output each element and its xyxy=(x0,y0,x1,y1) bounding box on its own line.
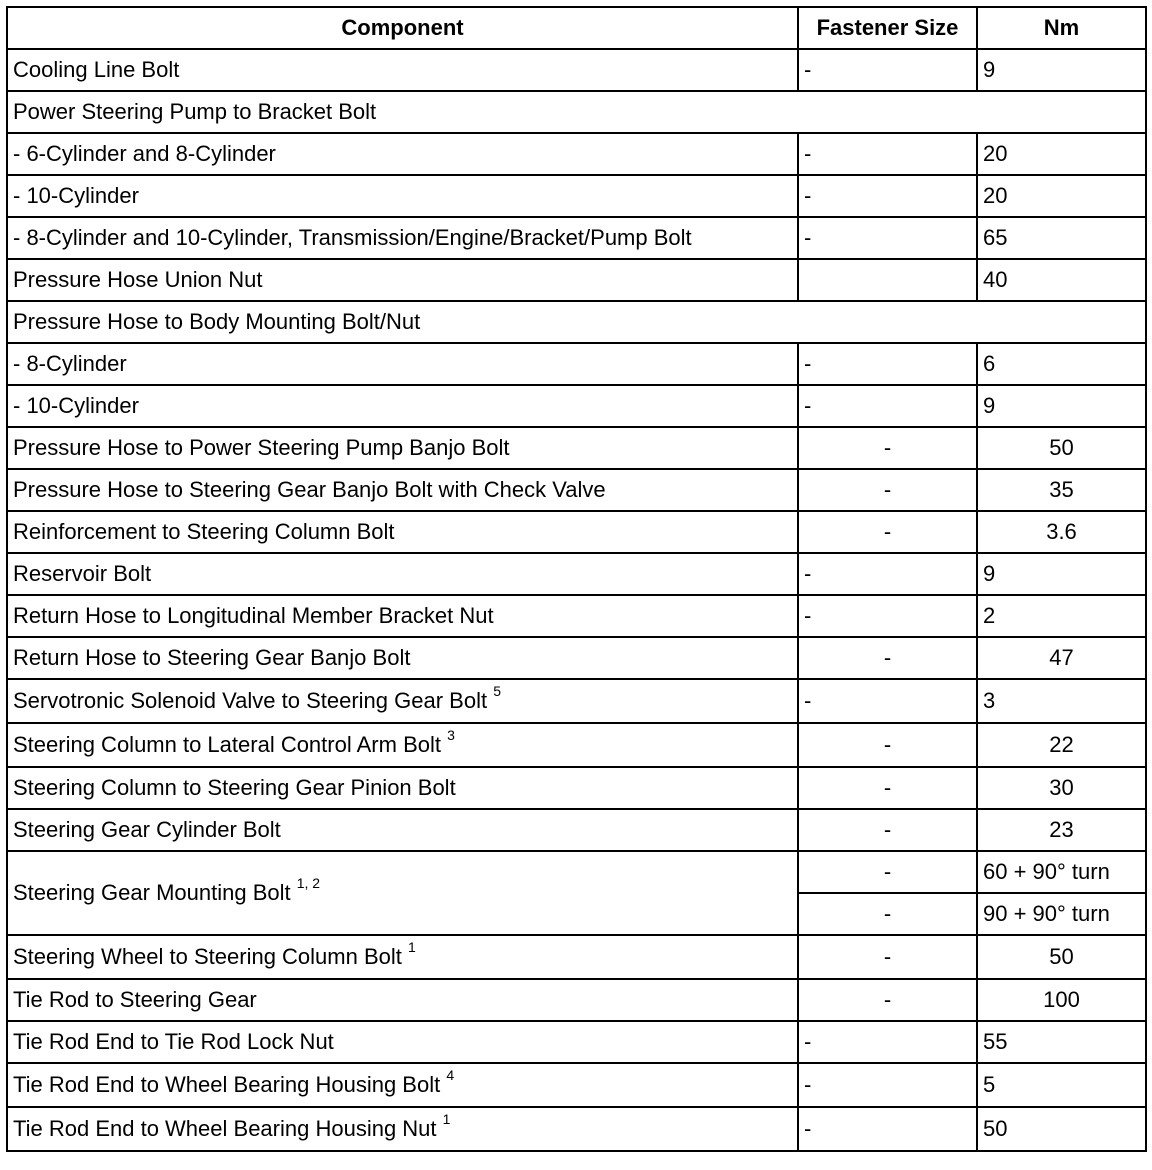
table-row xyxy=(7,175,1146,217)
component-cell: Pressure Hose Union Nut xyxy=(7,259,798,301)
component-cell: - 6-Cylinder and 8-Cylinder xyxy=(7,133,798,175)
nm-cell: 55 xyxy=(977,1021,1146,1063)
footnote-ref: 4 xyxy=(446,1067,455,1083)
footnote-ref: 1 xyxy=(408,939,416,955)
fastener-size-cell: - xyxy=(798,637,977,679)
fastener-size-cell: - xyxy=(798,679,977,723)
component-cell xyxy=(7,935,798,979)
fastener-size-cell: - xyxy=(798,809,977,851)
table-row xyxy=(7,427,1146,469)
component-cell: Steering Column to Steering Gear Pinion Bolt xyxy=(7,767,798,809)
table-row xyxy=(7,511,1146,553)
fastener-size-cell xyxy=(798,259,977,301)
section-heading: Power Steering Pump to Bracket Bolt xyxy=(7,91,1146,133)
component-cell: - 10-Cylinder xyxy=(7,385,798,427)
fastener-size-cell: - xyxy=(798,49,977,91)
table-row xyxy=(7,217,1146,259)
component-label: Tie Rod End to Wheel Bearing Housing Nut xyxy=(13,1116,437,1141)
component-label: Tie Rod End to Wheel Bearing Housing Bolt xyxy=(13,1072,441,1097)
fastener-size-cell: - xyxy=(798,511,977,553)
table-row xyxy=(7,133,1146,175)
header-nm: Nm xyxy=(977,7,1146,49)
fastener-size-cell: - xyxy=(798,133,977,175)
header-row xyxy=(7,7,1146,49)
nm-cell: 60 + 90° turn xyxy=(977,851,1146,893)
component-cell xyxy=(7,851,798,935)
nm-cell: 20 xyxy=(977,175,1146,217)
nm-cell: 9 xyxy=(977,385,1146,427)
fastener-size-cell: - xyxy=(798,553,977,595)
section-row xyxy=(7,91,1146,133)
nm-cell: 3.6 xyxy=(977,511,1146,553)
footnote-ref: 1, 2 xyxy=(296,875,321,891)
nm-cell: 90 + 90° turn xyxy=(977,893,1146,935)
nm-cell: 50 xyxy=(977,935,1146,979)
nm-cell: 47 xyxy=(977,637,1146,679)
fastener-size-cell: - xyxy=(798,1021,977,1063)
nm-cell: 100 xyxy=(977,979,1146,1021)
component-cell: Cooling Line Bolt xyxy=(7,49,798,91)
table-row xyxy=(7,1063,1146,1107)
fastener-size-cell: - xyxy=(798,723,977,767)
fastener-size-cell: - xyxy=(798,217,977,259)
nm-cell: 50 xyxy=(977,427,1146,469)
component-cell: - 8-Cylinder and 10-Cylinder, Transmission/Engine/Bracket/Pump Bolt xyxy=(7,217,798,259)
table-row xyxy=(7,469,1146,511)
header-component: Component xyxy=(7,7,798,49)
component-cell: - 10-Cylinder xyxy=(7,175,798,217)
component-cell: Reservoir Bolt xyxy=(7,553,798,595)
fastener-size-cell: - xyxy=(798,767,977,809)
component-cell: - 8-Cylinder xyxy=(7,343,798,385)
table-row xyxy=(7,809,1146,851)
table-row xyxy=(7,259,1146,301)
fastener-size-cell: - xyxy=(798,469,977,511)
table-row xyxy=(7,1021,1146,1063)
nm-cell: 3 xyxy=(977,679,1146,723)
nm-cell: 23 xyxy=(977,809,1146,851)
nm-cell: 50 xyxy=(977,1107,1146,1151)
component-cell: Return Hose to Steering Gear Banjo Bolt xyxy=(7,637,798,679)
nm-cell: 9 xyxy=(977,49,1146,91)
component-label: Steering Gear Mounting Bolt xyxy=(13,880,291,905)
table-row xyxy=(7,637,1146,679)
footnote-ref: 5 xyxy=(493,683,501,699)
nm-cell: 2 xyxy=(977,595,1146,637)
component-label: Servotronic Solenoid Valve to Steering Gear Bolt xyxy=(13,688,488,713)
component-cell: Tie Rod End to Tie Rod Lock Nut xyxy=(7,1021,798,1063)
fastener-size-cell: - xyxy=(798,1063,977,1107)
table-row xyxy=(7,553,1146,595)
footnote-ref: 1 xyxy=(442,1111,451,1127)
fastener-size-cell: - xyxy=(798,595,977,637)
nm-cell: 5 xyxy=(977,1063,1146,1107)
section-row xyxy=(7,301,1146,343)
component-cell: Pressure Hose to Power Steering Pump Banjo Bolt xyxy=(7,427,798,469)
table-row xyxy=(7,49,1146,91)
fastener-size-cell: - xyxy=(798,893,977,935)
component-label: Steering Column to Lateral Control Arm Bolt xyxy=(13,732,441,757)
fastener-size-cell: - xyxy=(798,1107,977,1151)
nm-cell: 6 xyxy=(977,343,1146,385)
nm-cell: 9 xyxy=(977,553,1146,595)
nm-cell: 65 xyxy=(977,217,1146,259)
table-row xyxy=(7,385,1146,427)
component-cell: Reinforcement to Steering Column Bolt xyxy=(7,511,798,553)
table-row xyxy=(7,979,1146,1021)
fastener-size-cell: - xyxy=(798,851,977,893)
component-cell xyxy=(7,723,798,767)
header-fastener-size: Fastener Size xyxy=(798,7,977,49)
nm-cell: 22 xyxy=(977,723,1146,767)
nm-cell: 35 xyxy=(977,469,1146,511)
component-cell xyxy=(7,1063,798,1107)
nm-cell: 30 xyxy=(977,767,1146,809)
fastener-size-cell: - xyxy=(798,175,977,217)
nm-cell: 40 xyxy=(977,259,1146,301)
table-row xyxy=(7,595,1146,637)
table-row xyxy=(7,723,1146,767)
footnote-ref: 3 xyxy=(447,727,455,743)
fastener-size-cell: - xyxy=(798,979,977,1021)
table-row xyxy=(7,767,1146,809)
table-row xyxy=(7,679,1146,723)
table-row xyxy=(7,1107,1146,1151)
nm-cell: 20 xyxy=(977,133,1146,175)
component-cell: Return Hose to Longitudinal Member Bracket Nut xyxy=(7,595,798,637)
component-cell: Steering Gear Cylinder Bolt xyxy=(7,809,798,851)
fastener-size-cell: - xyxy=(798,427,977,469)
fastener-size-cell: - xyxy=(798,935,977,979)
component-cell xyxy=(7,679,798,723)
component-label: Steering Wheel to Steering Column Bolt xyxy=(13,944,402,969)
component-cell xyxy=(7,1107,798,1151)
torque-spec-table xyxy=(6,6,1147,1152)
section-heading: Pressure Hose to Body Mounting Bolt/Nut xyxy=(7,301,1146,343)
fastener-size-cell: - xyxy=(798,343,977,385)
fastener-size-cell: - xyxy=(798,385,977,427)
table-row xyxy=(7,343,1146,385)
component-cell: Pressure Hose to Steering Gear Banjo Bolt with Check Valve xyxy=(7,469,798,511)
component-cell: Tie Rod to Steering Gear xyxy=(7,979,798,1021)
table-row xyxy=(7,851,1146,893)
table-row xyxy=(7,935,1146,979)
